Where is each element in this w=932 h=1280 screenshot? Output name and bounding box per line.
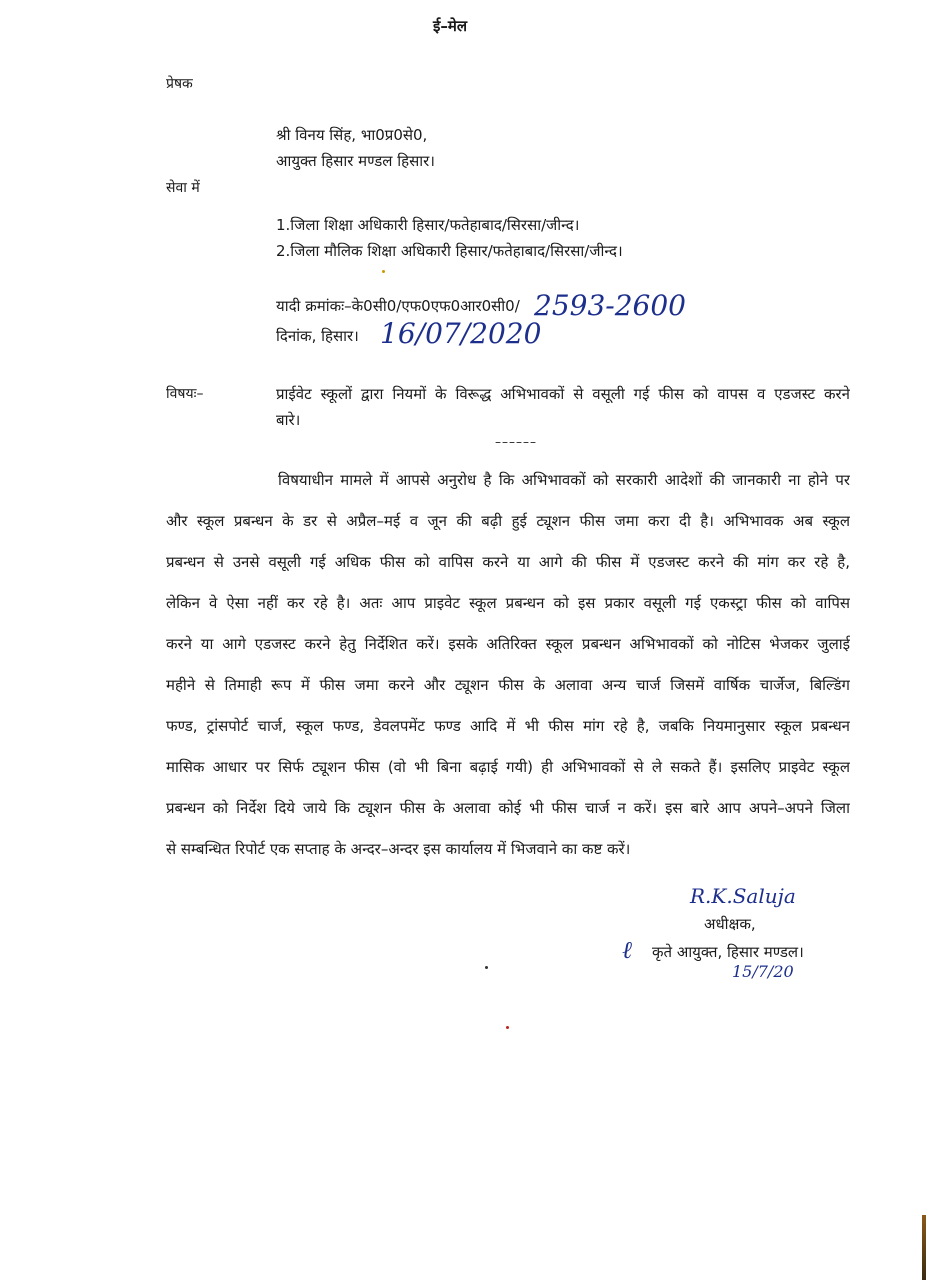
body-line: प्रबन्धन से उनसे वसूली गई अधिक फीस को वापिस करने या आगे की फीस में एडजस्ट करने की मांग कर रहे है,	[166, 553, 850, 571]
body-line-last: से सम्बन्धित रिपोर्ट एक सप्ताह के अन्दर–अन्दर इस कार्यालय में भिजवाने का कष्ट करें।	[166, 840, 631, 858]
body-line: विषयाधीन मामले में आपसे अनुरोध है कि अभिभावकों को सरकारी आदेशों की जानकारी ना होने पर	[278, 471, 850, 489]
body-line: मासिक आधार पर सिर्फ ट्यूशन फीस (वो भी बिना बढ़ाई गयी) ही अभिभावकों से ले सकते हैं। इसलिए प्राइवेट स्कूल	[166, 758, 850, 776]
endorsement-line	[276, 296, 520, 316]
body-line: महीने से तिमाही रूप में फीस जमा करने और ट्यूशन फीस के अलावा अन्य चार्ज जिसमें वार्षिक चार्जेज, बिल्डिंग	[166, 676, 850, 694]
date-line	[276, 326, 359, 346]
subject-line-1: प्राईवेट स्कूलों द्वारा नियमों के विरूद्ध अभिभावकों से वसूली गई फीस को वापस व एडजस्ट करने	[276, 385, 850, 403]
body-line: करने या आगे एडजस्ट करने हेतु निर्देशित करें। इसके अतिरिक्त स्कूल प्रबन्धन अभिभावकों को नोटिस भेजकर जुलाई	[166, 635, 850, 653]
scan-edge-shadow	[922, 1215, 926, 1280]
sender-name: श्री विनय सिंह, भा0प्र0से0,	[276, 126, 428, 144]
document-title: ई–मेल	[432, 17, 467, 35]
recipients-block	[276, 212, 623, 264]
body-paragraph	[166, 470, 850, 880]
body-line: लेकिन वे ऐसा नहीं कर रहे है। अतः आप प्राइवेट स्कूल प्रबन्धन को इस प्रकार वसूली गई एकस्ट्रा फीस को वापिस	[166, 594, 850, 612]
sender-block	[276, 122, 435, 174]
date-handwritten: 16/07/2020	[380, 317, 542, 350]
sender-label: प्रेषक	[166, 76, 193, 92]
scan-speck	[382, 270, 385, 273]
recipient-1: 1.जिला शिक्षा अधिकारी हिसार/फतेहाबाद/सिरसा/जीन्द।	[276, 216, 580, 234]
signatory-designation: अधीक्षक,	[704, 915, 756, 933]
scan-speck	[506, 1026, 509, 1029]
scan-speck	[485, 966, 488, 969]
subject-label: विषयः–	[166, 386, 204, 402]
signature-date-handwritten: 15/7/20	[732, 962, 794, 981]
handwritten-signature: R.K.Saluja	[690, 884, 796, 908]
recipients-label: सेवा में	[166, 180, 200, 196]
endorsement-prefix: यादी क्रमांकः–के0सी0/एफ0एफ0आर0सी0/	[276, 297, 520, 315]
body-line: प्रबन्धन को निर्देश दिये जाये कि ट्यूशन फीस के अलावा कोई भी फीस चार्ज न करें। इस बारे आप अपने–अपने जिला	[166, 799, 850, 817]
body-line: और स्कूल प्रबन्धन के डर से अप्रैल–मई व जून की बढ़ी हुई ट्यूशन फीस जमा करा दी है। अभिभावक अब स्कूल	[166, 512, 850, 530]
body-line: फण्ड, ट्रांसपोर्ट चार्ज, स्कूल फण्ड, डेवलपमेंट फण्ड आदि में भी फीस मांग रहे है, जबकि नियमानुसार स्कूल प्रबन्धन	[166, 717, 850, 735]
date-prefix: दिनांक, हिसार।	[276, 327, 359, 345]
subject-separator: ––––––	[495, 435, 537, 449]
initial-mark: ℓ	[622, 936, 632, 964]
recipient-2: 2.जिला मौलिक शिक्षा अधिकारी हिसार/फतेहाबाद/सिरसा/जीन्द।	[276, 242, 623, 260]
sender-designation: आयुक्त हिसार मण्डल हिसार।	[276, 152, 435, 170]
endorsement-number-handwritten: 2593-2600	[534, 289, 686, 322]
subject-line-2: बारे।	[276, 411, 301, 429]
signatory-office: कृते आयुक्त, हिसार मण्डल।	[652, 943, 804, 961]
